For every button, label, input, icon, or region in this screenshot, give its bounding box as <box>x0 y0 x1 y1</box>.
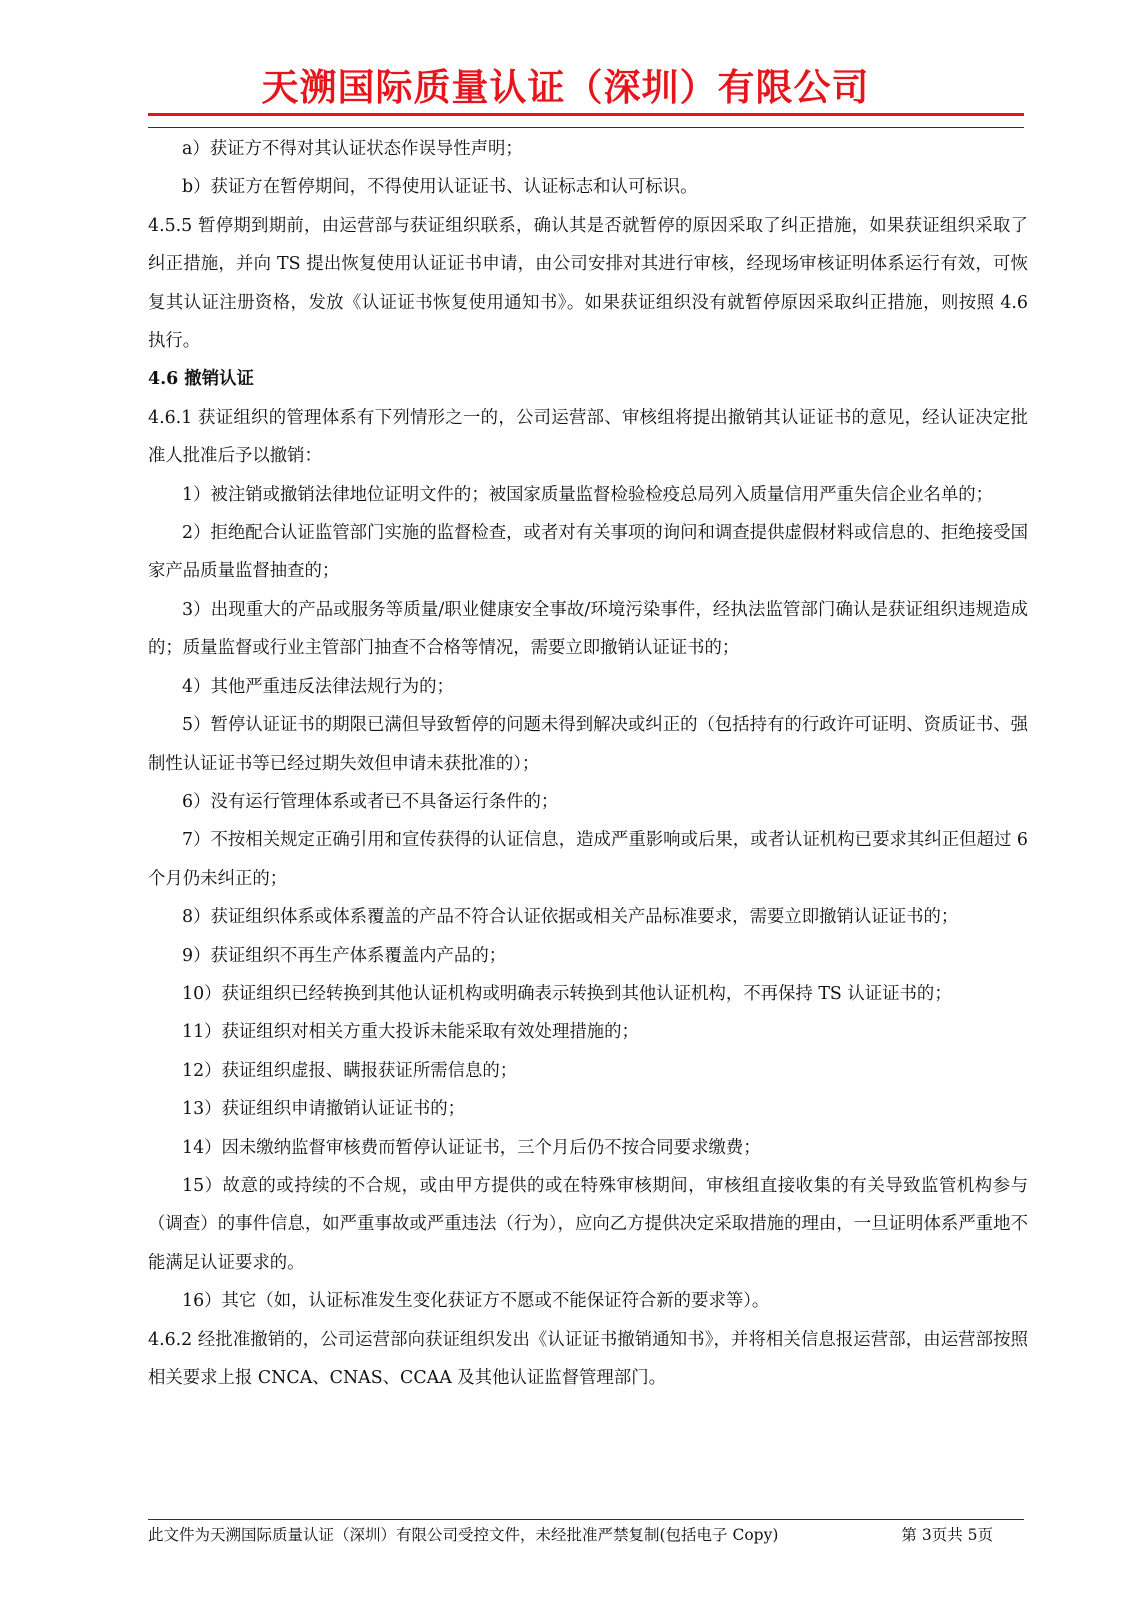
clause-a: a）获证方不得对其认证状态作误导性声明； <box>182 139 523 159</box>
list-item-7: 7）不按相关规定正确引用和宣传获得的认证信息，造成严重影响或后果，或者认证机构已要求其纠正但超过 6 个月仍未纠正的； <box>148 830 1028 889</box>
list-item-4: 4）其他严重违反法律法规行为的； <box>182 676 454 697</box>
list-item-8: 8）获证组织体系或体系覆盖的产品不符合认证依据或相关产品标准要求，需要立即撤销认证证书的； <box>182 907 959 928</box>
footer-rule <box>148 1519 1024 1520</box>
header-red-rule <box>148 113 1024 116</box>
list-item-3: 3）出现重大的产品或服务等质量/职业健康安全事故/环境污染事件，经执法监管部门确认是获证组织违规造成的；质量监督或行业主管部门抽查不合格等情况，需要立即撤销认证证书的； <box>148 599 1028 659</box>
list-item-11: 11）获证组织对相关方重大投诉未能采取有效处理措施的； <box>182 1022 639 1043</box>
header-black-rule <box>148 127 1024 128</box>
list-item-1: 1）被注销或撤销法律地位证明文件的；被国家质量监督检验检疫总局列入质量信用严重失信企业名单的； <box>182 484 994 505</box>
section-4-6-1: 4.6.1 获证组织的管理体系有下列情形之一的，公司运营部、审核组将提出撤销其认证证书的意见，经认证决定批准人批准后予以撤销： <box>148 407 1028 467</box>
list-item-10: 10）获证组织已经转换到其他认证机构或明确表示转换到其他认证机构，不再保持 TS 认证证书的； <box>182 983 952 1004</box>
list-item-15: 15）故意的或持续的不合规，或由甲方提供的或在特殊审核期间，审核组直接收集的有关导致监管机构参与（调查）的事件信息，如严重事故或严重违法（行为），应向乙方提供决定采取措施的理由，一旦证明体系严重地不能满足认证要求的。 <box>148 1175 1028 1273</box>
document-body <box>148 130 1028 1397</box>
list-item-14: 14）因未缴纳监督审核费而暂停认证证书，三个月后仍不按合同要求缴费； <box>182 1137 761 1158</box>
list-item-5: 5）暂停认证证书的期限已满但导致暂停的问题未得到解决或纠正的（包括持有的行政许可证明、资质证书、强制性认证证书等已经过期失效但申请未获批准的）； <box>148 715 1028 774</box>
clause-b: b）获证方在暂停期间，不得使用认证证书、认证标志和认可标识。 <box>182 177 698 198</box>
list-item-16: 16）其它（如，认证标准发生变化获证方不愿或不能保证符合新的要求等）。 <box>182 1291 770 1312</box>
section-4-5-5: 4.5.5 暂停期到期前，由运营部与获证组织联系，确认其是否就暂停的原因采取了纠正措施，如果获证组织采取了纠正措施，并向 TS 提出恢复使用认证证书申请，由公司安排对其进行审核，经现场审核证明体系运行有效，可恢复其认证注册资格，发放《认证证书恢复使用通知书》。如果获证组织没有就暂停原因采取纠正措施，则按照 4.6 执行。 <box>148 215 1028 352</box>
list-item-13: 13）获证组织申请撤销认证证书的； <box>182 1099 465 1120</box>
section-4-6-2: 4.6.2 经批准撤销的，公司运营部向获证组织发出《认证证书撤销通知书》，并将相关信息报运营部，由运营部按照相关要求上报 CNCA、CNAS、CCAA 及其他认证监督管理部门。 <box>148 1329 1028 1388</box>
section-4-6-heading: 4.6 撤销认证 <box>148 369 254 390</box>
footer-notice: 此文件为天溯国际质量认证（深圳）有限公司受控文件，未经批准严禁复制(包括电子 Copy) <box>148 1526 779 1544</box>
list-item-2: 2）拒绝配合认证监管部门实施的监督检查，或者对有关事项的询问和调查提供虚假材料或信息的、拒绝接受国家产品质量监督抽查的； <box>148 523 1028 582</box>
list-item-9: 9）获证组织不再生产体系覆盖内产品的； <box>182 945 507 966</box>
list-item-6: 6）没有运行管理体系或者已不具备运行条件的； <box>182 791 559 812</box>
footer-page-number: 第 3页共 5页 <box>901 1526 993 1544</box>
company-name-header: 天溯国际质量认证（深圳）有限公司 <box>261 66 870 109</box>
list-item-12: 12）获证组织虚报、瞒报获证所需信息的； <box>182 1060 518 1081</box>
